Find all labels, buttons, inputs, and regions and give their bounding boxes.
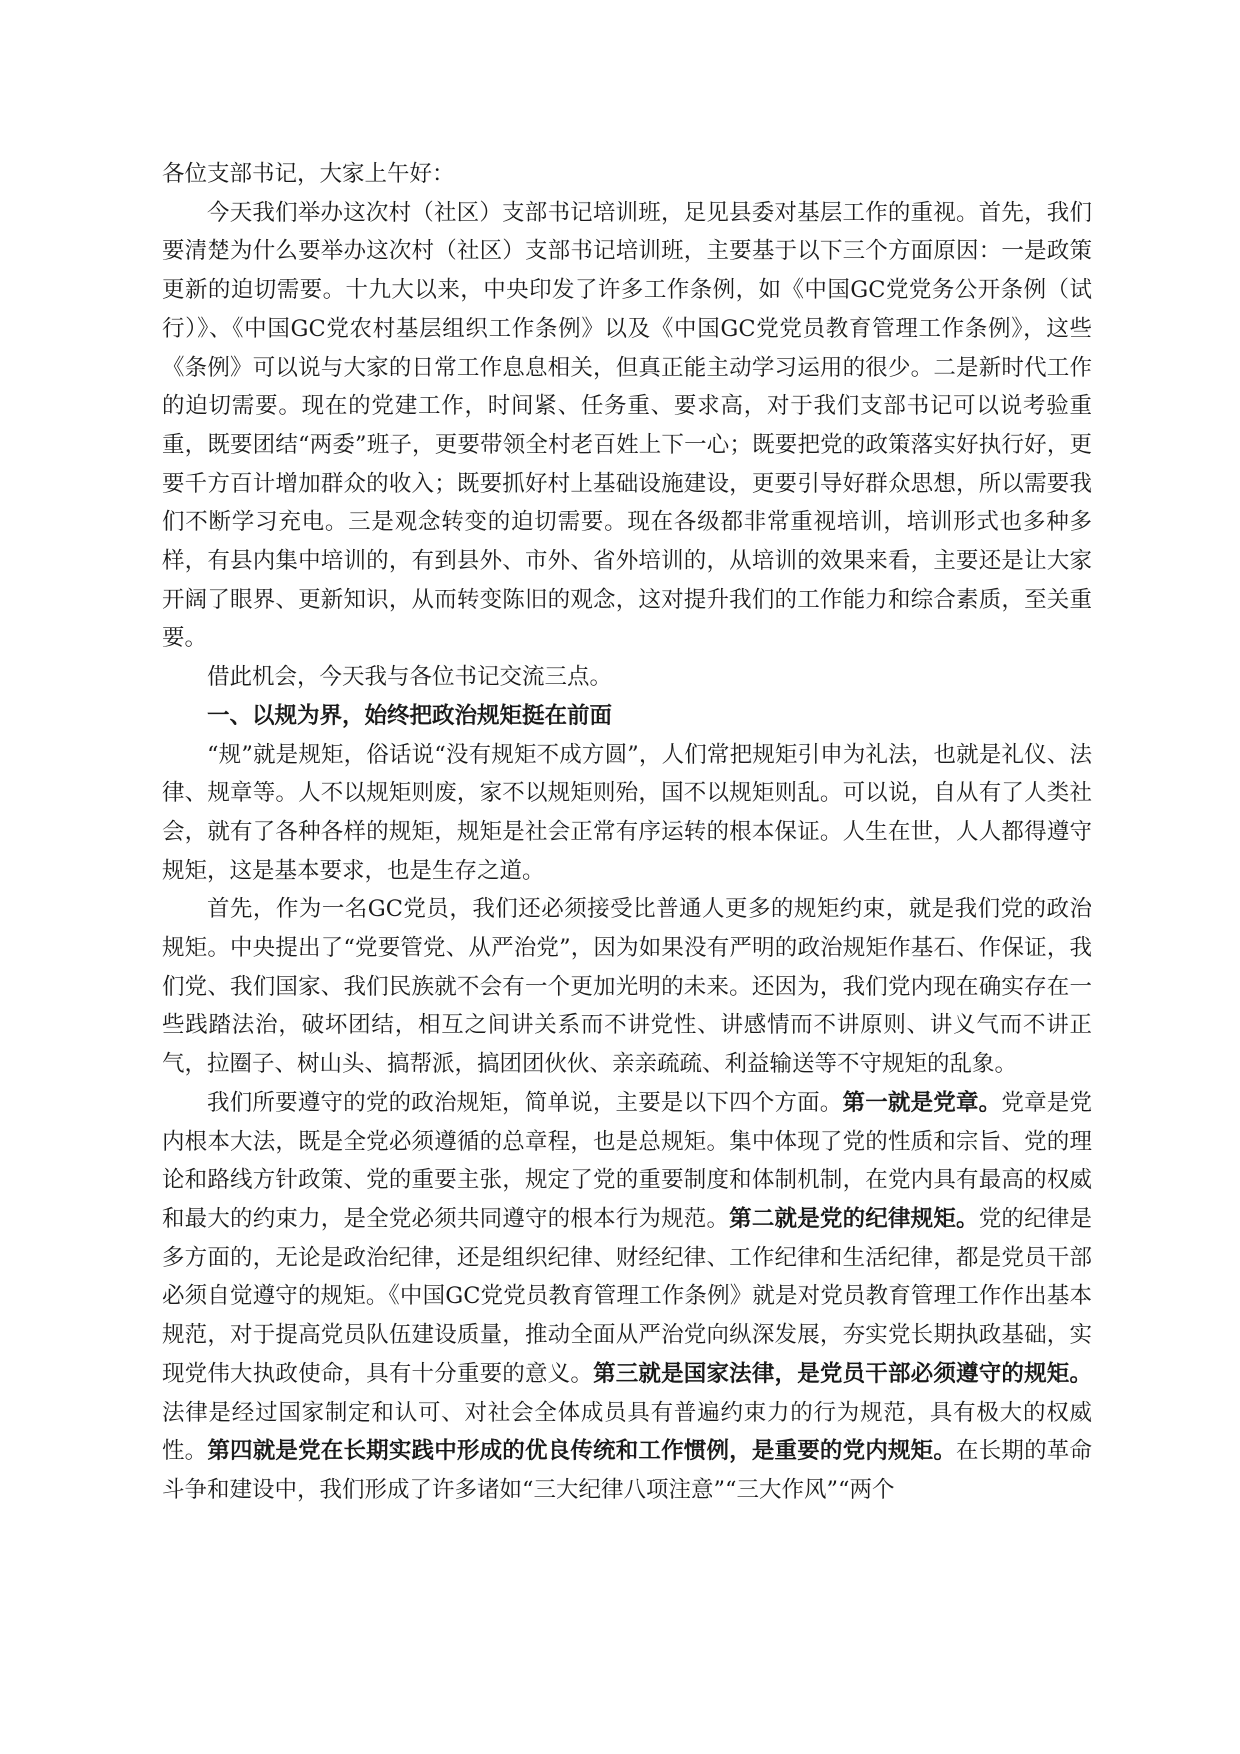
- greeting-line: 各位支部书记，大家上午好：: [162, 161, 455, 187]
- four-aspects-text-1: 我们所要遵守的党的政治规矩，简单说，主要是以下四个方面。: [207, 1089, 843, 1116]
- intro-paragraph: 今天我们举办这次村（社区）支部书记培训班，足见县委对基层工作的重视。首先，我们要清楚为什么要举办这次村（社区）支部书记培训班，主要基于以下三个方面原因：一是政策更新的迫切需要。十九大以来，中央印发了许多工作条例，如《中国GC党党务公开条例（试行）》、《中国GC党农村基层组织工作条例》以及《中国GC党党员教育管理工作条例》，这些《条例》可以说与大家的日常工作息息相关，但真正能主动学习运用的很少。二是新时代工作的迫切需要。现在的党建工作，时间紧、任务重、要求高，对于我们支部书记可以说考验重重，既要团结“两委”班子，更要带领全村老百姓上下一心；既要把党的政策落实好执行好，更要千方百计增加群众的收入；既要抓好村上基础设施建设，更要引导好群众思想，所以需要我们不断学习充电。三是观念转变的迫切需要。现在各级都非常重视培训，培训形式也多种多样，有县内集中培训的，有到县外、市外、省外培训的，从培训的效果来看，主要还是让大家开阔了眼界、更新知识，从而转变陈旧的观念，这对提升我们的工作能力和综合素质，至关重要。: [162, 199, 1092, 652]
- transition-paragraph: 借此机会，今天我与各位书记交流三点。: [207, 664, 613, 691]
- bold-point-3: 第三就是国家法律，是党员干部必须遵守的规矩。: [593, 1360, 1092, 1387]
- four-aspects-text-4: 法律是经过国家制定和认可、对社会全体成员具有普遍约束力的行为规范，具有极大的权威性。: [162, 1399, 1092, 1465]
- first-paragraph: 首先，作为一名GC党员，我们还必须接受比普通人更多的规矩约束，就是我们党的政治规矩。中央提出了“党要管党、从严治党”，因为如果没有严明的政治规矩作基石、作保证，我们党、我们国家、我们民族就不会有一个更加光明的未来。还因为，我们党内现在确实存在一些践踏法治，破坏团结，相互之间讲关系而不讲党性、讲感情而不讲原则、讲义气而不讲正气，拉圈子、树山头、搞帮派，搞团团伙伙、亲亲疏疏、利益输送等不守规矩的乱象。: [162, 896, 1092, 1078]
- bold-point-1: 第一就是党章。: [842, 1089, 1002, 1116]
- section-heading-1: 一、以规为界，始终把政治规矩挺在前面: [207, 702, 613, 729]
- bold-point-2: 第二就是党的纪律规矩。: [729, 1205, 979, 1232]
- document-body: [162, 155, 1092, 1510]
- four-aspects-paragraph: [162, 1084, 1092, 1510]
- four-aspects-text-3: 党的纪律是多方面的，无论是政治纪律，还是组织纪律、财经纪律、工作纪律和生活纪律，都是党员干部必须自觉遵守的规矩。《中国GC党党员教育管理工作条例》就是对党员教育管理工作作出基本规范，对于提高党员队伍建设质量，推动全面从严治党向纵深发展，夯实党长期执政基础，实现党伟大执政使命，具有十分重要的意义。: [162, 1205, 1092, 1387]
- four-aspects-text-5: 在长期的革命斗争和建设中，我们形成了许多诸如“三大纪律八项注意”“三大作风”“两个: [162, 1438, 1092, 1503]
- bold-point-4: 第四就是党在长期实践中形成的优良传统和工作惯例，是重要的党内规矩。: [207, 1438, 957, 1465]
- rules-paragraph: “规”就是规矩，俗话说“没有规矩不成方圆”，人们常把规矩引申为礼法，也就是礼仪、法律、规章等。人不以规矩则废，家不以规矩则殆，国不以规矩则乱。可以说，自从有了人类社会，就有了各种各样的规矩，规矩是社会正常有序运转的根本保证。人生在世，人人都得遵守规矩，这是基本要求，也是生存之道。: [162, 741, 1092, 884]
- four-aspects-text-2: 党章是党内根本大法，既是全党必须遵循的总章程，也是总规矩。集中体现了党的性质和宗旨、党的理论和路线方针政策、党的重要主张，规定了党的重要制度和体制机制，在党内具有最高的权威和最大的约束力，是全党必须共同遵守的根本行为规范。: [162, 1089, 1092, 1232]
